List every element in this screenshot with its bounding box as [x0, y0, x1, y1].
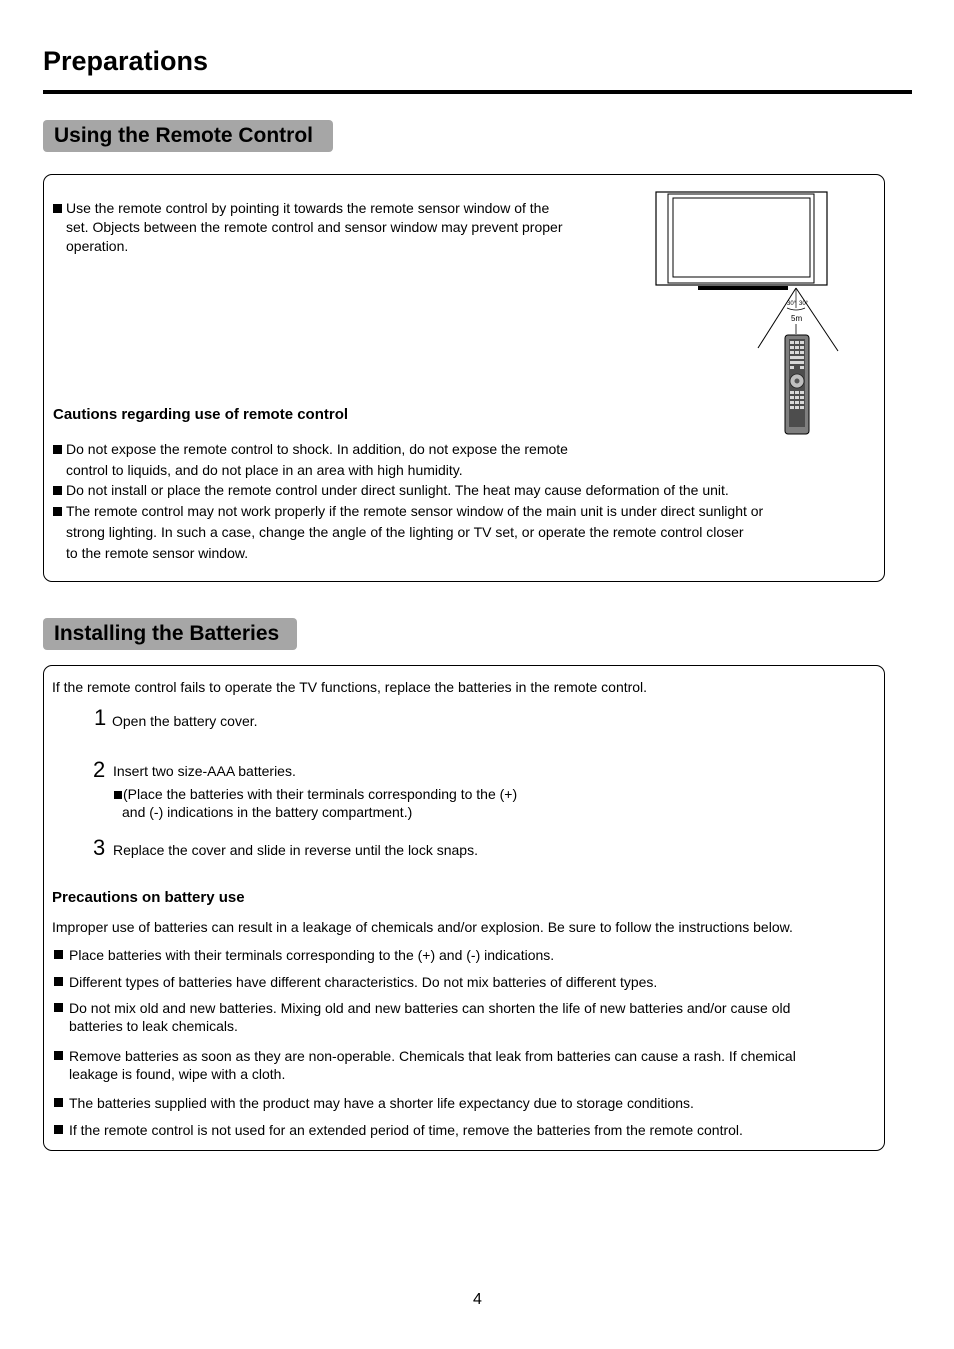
caution-item: Do not expose the remote control to shock. In addition, do not expose the remote — [66, 439, 568, 460]
step-note-line: (Place the batteries with their terminals corresponding to the (+) — [123, 786, 518, 802]
step-text: Insert two size-AAA batteries. — [113, 763, 296, 779]
remote-intro-line: Use the remote control by pointing it towards the remote sensor window of the — [66, 198, 549, 219]
step-number: 3 — [93, 835, 106, 860]
precaution-item: Remove batteries as soon as they are non-operable. Chemicals that leak from batteries can cause a rash. If chemical — [69, 1046, 796, 1067]
tv-stand — [698, 286, 788, 290]
remote-section-heading: Using the Remote Control — [43, 120, 333, 152]
precaution-item: If the remote control is not used for an extended period of time, remove the batteries from the remote control. — [69, 1120, 743, 1141]
step-number: 1 — [94, 705, 107, 730]
precaution-item: Place batteries with their terminals corresponding to the (+) and (-) indications. — [69, 945, 554, 966]
precautions-intro: Improper use of batteries can result in a leakage of chemicals and/or explosion. Be sure to follow the instructions below. — [52, 919, 793, 935]
step-number: 2 — [93, 757, 106, 782]
page-title: Preparations — [43, 46, 209, 76]
caution-item: The remote control may not work properly if the remote sensor window of the main unit is under direct sunlight or — [66, 501, 763, 522]
tv-screen — [673, 198, 810, 277]
page-number: 4 — [473, 1291, 482, 1308]
precaution-item: Do not mix old and new batteries. Mixing old and new batteries can shorten the life of new batteries and/or cause old — [69, 998, 790, 1019]
step-note-line: and (-) indications in the battery compartment.) — [122, 804, 413, 820]
angle-left-label: 30° — [787, 301, 797, 307]
remote-intro-line: operation. — [66, 238, 129, 254]
cautions-heading: Cautions regarding use of remote control — [53, 406, 349, 423]
remote-intro-line: set. Objects between the remote control and sensor window may prevent proper — [66, 219, 563, 235]
battery-section-heading: Installing the Batteries — [43, 618, 297, 650]
title-rule — [43, 90, 912, 94]
angle-right-label: 30° — [799, 301, 809, 307]
precaution-item-cont: batteries to leak chemicals. — [69, 1018, 238, 1034]
precaution-item: The batteries supplied with the product may have a shorter life expectancy due to storage conditions. — [69, 1093, 694, 1114]
precaution-item: Different types of batteries have different characteristics. Do not mix batteries of different types. — [69, 972, 657, 993]
battery-intro: If the remote control fails to operate the TV functions, replace the batteries in the remote control. — [52, 679, 648, 695]
precaution-item-cont: leakage is found, wipe with a cloth. — [69, 1066, 286, 1082]
remote-control-icon — [785, 335, 809, 434]
tv-remote-diagram — [650, 188, 850, 443]
step-text: Replace the cover and slide in reverse until the lock snaps. — [113, 842, 478, 858]
caution-item-cont: to the remote sensor window. — [66, 545, 249, 561]
caution-item-cont: control to liquids, and do not place in an area with high humidity. — [66, 462, 463, 478]
step-text: Open the battery cover. — [112, 713, 258, 729]
range-label: 5m — [791, 314, 803, 323]
caution-item: Do not install or place the remote control under direct sunlight. The heat may cause deformation of the unit. — [66, 480, 729, 501]
caution-item-cont: strong lighting. In such a case, change the angle of the lighting or TV set, or operate the remote control closer — [66, 524, 744, 540]
precautions-heading: Precautions on battery use — [52, 889, 245, 906]
